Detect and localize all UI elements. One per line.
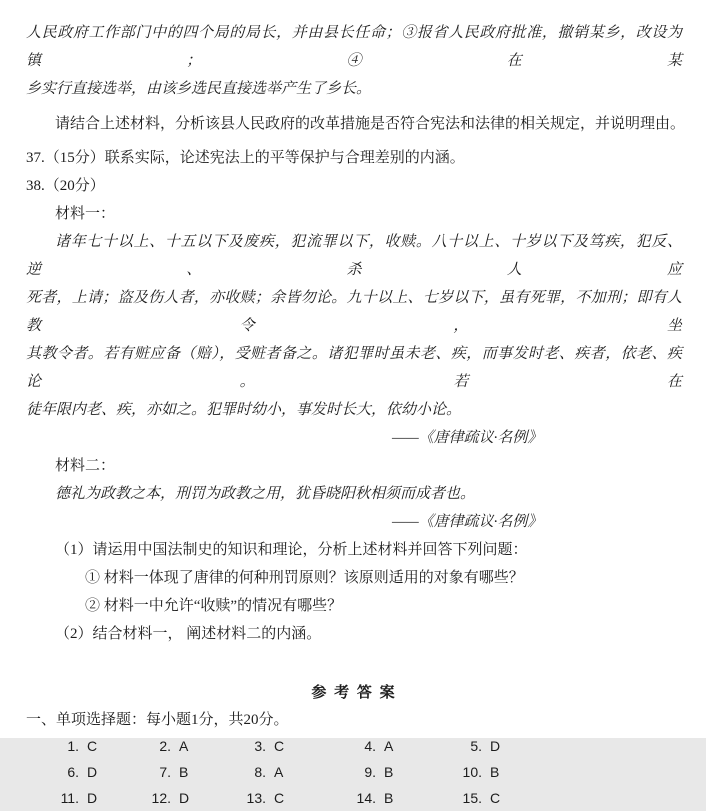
answer-letter: C xyxy=(87,738,98,754)
answer-item-13 xyxy=(236,785,346,811)
material-1-line-4: 徒年限内老、疾，亦如之。犯罪时幼小，事发时长大，依幼小论。 xyxy=(26,402,462,418)
answer-letter: A xyxy=(274,764,284,780)
material-2-source-citation: ——《唐律疏议·名例》 xyxy=(392,514,543,530)
answer-letter: C xyxy=(274,790,285,806)
answer-letter: D xyxy=(87,764,98,780)
answer-item-14 xyxy=(346,785,452,811)
reference-answers-title: 参 考 答 案 xyxy=(311,685,397,701)
answer-letter: A xyxy=(384,738,394,754)
answer-letter: C xyxy=(274,738,285,754)
answer-number: 8. xyxy=(254,764,266,780)
answer-number: 5. xyxy=(470,738,482,754)
answers-section-1-header: 一、单项选择题：每小题1分，共20分。 xyxy=(26,712,289,728)
answer-item-7 xyxy=(141,759,236,785)
material-1-label: 材料一： xyxy=(55,206,116,222)
question-38-sub-2: （2）结合材料一， 阐述材料二的内涵。 xyxy=(55,626,322,642)
answer-number: 6. xyxy=(67,764,79,780)
answer-number: 10. xyxy=(462,764,482,780)
answer-item-15 xyxy=(452,785,682,811)
answer-letter: D xyxy=(87,790,98,806)
answer-number: 13. xyxy=(246,790,266,806)
answer-number: 11. xyxy=(60,790,79,806)
answer-number: 9. xyxy=(364,764,376,780)
answer-letter: A xyxy=(179,738,189,754)
question-36-prompt: 请结合上述材料，分析该县人民政府的改革措施是否符合宪法和法律的相关规定，并说明理由。 xyxy=(55,116,686,132)
answer-item-4 xyxy=(346,733,452,759)
material-2-label: 材料二： xyxy=(55,458,116,474)
answer-number: 15. xyxy=(462,790,482,806)
material-1-line-1: 诸年七十以上、十五以下及废疾，犯流罪以下，收赎。八十以上、十岁以下及笃疾，犯反、逆、杀人应 xyxy=(26,234,682,278)
question-38-sub-1-item-1: ① 材料一体现了唐律的何种刑罚原则？该原则适用的对象有哪些？ xyxy=(85,570,524,586)
answer-number: 14. xyxy=(356,790,376,806)
answer-item-8 xyxy=(236,759,346,785)
passage-continuation-line-2: 乡实行直接选举，由该乡选民直接选举产生了乡长。 xyxy=(26,81,372,97)
answer-item-1 xyxy=(49,733,141,759)
answer-number: 12. xyxy=(151,790,171,806)
question-38-sub-1: （1）请运用中国法制史的知识和理论，分析上述材料并回答下列问题： xyxy=(55,542,528,558)
answer-number: 3. xyxy=(254,738,266,754)
material-1-source-citation: ——《唐律疏议·名例》 xyxy=(392,430,543,446)
answer-item-6 xyxy=(49,759,141,785)
question-37: 37.（15分）联系实际，论述宪法上的平等保护与合理差别的内涵。 xyxy=(26,150,465,166)
answer-grid xyxy=(49,733,682,811)
answer-letter: C xyxy=(490,790,501,806)
material-1-line-3: 其教令者。若有赃应备（赔），受赃者备之。诸犯罪时虽未老、疾，而事发时老、疾者，依老、疾论。若在 xyxy=(26,346,682,390)
answer-letter: D xyxy=(179,790,190,806)
answer-letter: B xyxy=(384,764,394,780)
question-38-header: 38.（20分） xyxy=(26,178,105,194)
answer-item-3 xyxy=(236,733,346,759)
material-2-text: 德礼为政教之本，刑罚为政教之用，犹昏晓阳秋相须而成者也。 xyxy=(55,486,476,502)
answer-number: 7. xyxy=(159,764,171,780)
answer-number: 2. xyxy=(159,738,171,754)
answer-letter: B xyxy=(490,764,500,780)
answer-item-9 xyxy=(346,759,452,785)
material-1-line-2: 死者，上请；盗及伤人者，亦收赎；余皆勿论。九十以上、七岁以下，虽有死罪，不加刑；即有人教令，坐 xyxy=(26,290,682,334)
answer-item-10 xyxy=(452,759,682,785)
passage-continuation-line-1: 人民政府工作部门中的四个局的局长，并由县长任命；③报省人民政府批准，撤销某乡，改设为镇；④在某 xyxy=(26,25,682,69)
answer-letter: B xyxy=(384,790,394,806)
answer-letter: B xyxy=(179,764,189,780)
question-38-sub-1-item-2: ② 材料一中允许“收赎”的情况有哪些？ xyxy=(85,598,343,614)
answer-letter: D xyxy=(490,738,501,754)
answer-item-11 xyxy=(49,785,141,811)
answer-item-2 xyxy=(141,733,236,759)
answer-item-12 xyxy=(141,785,236,811)
answer-number: 1. xyxy=(67,738,79,754)
answer-number: 4. xyxy=(364,738,376,754)
answer-item-5 xyxy=(452,733,682,759)
